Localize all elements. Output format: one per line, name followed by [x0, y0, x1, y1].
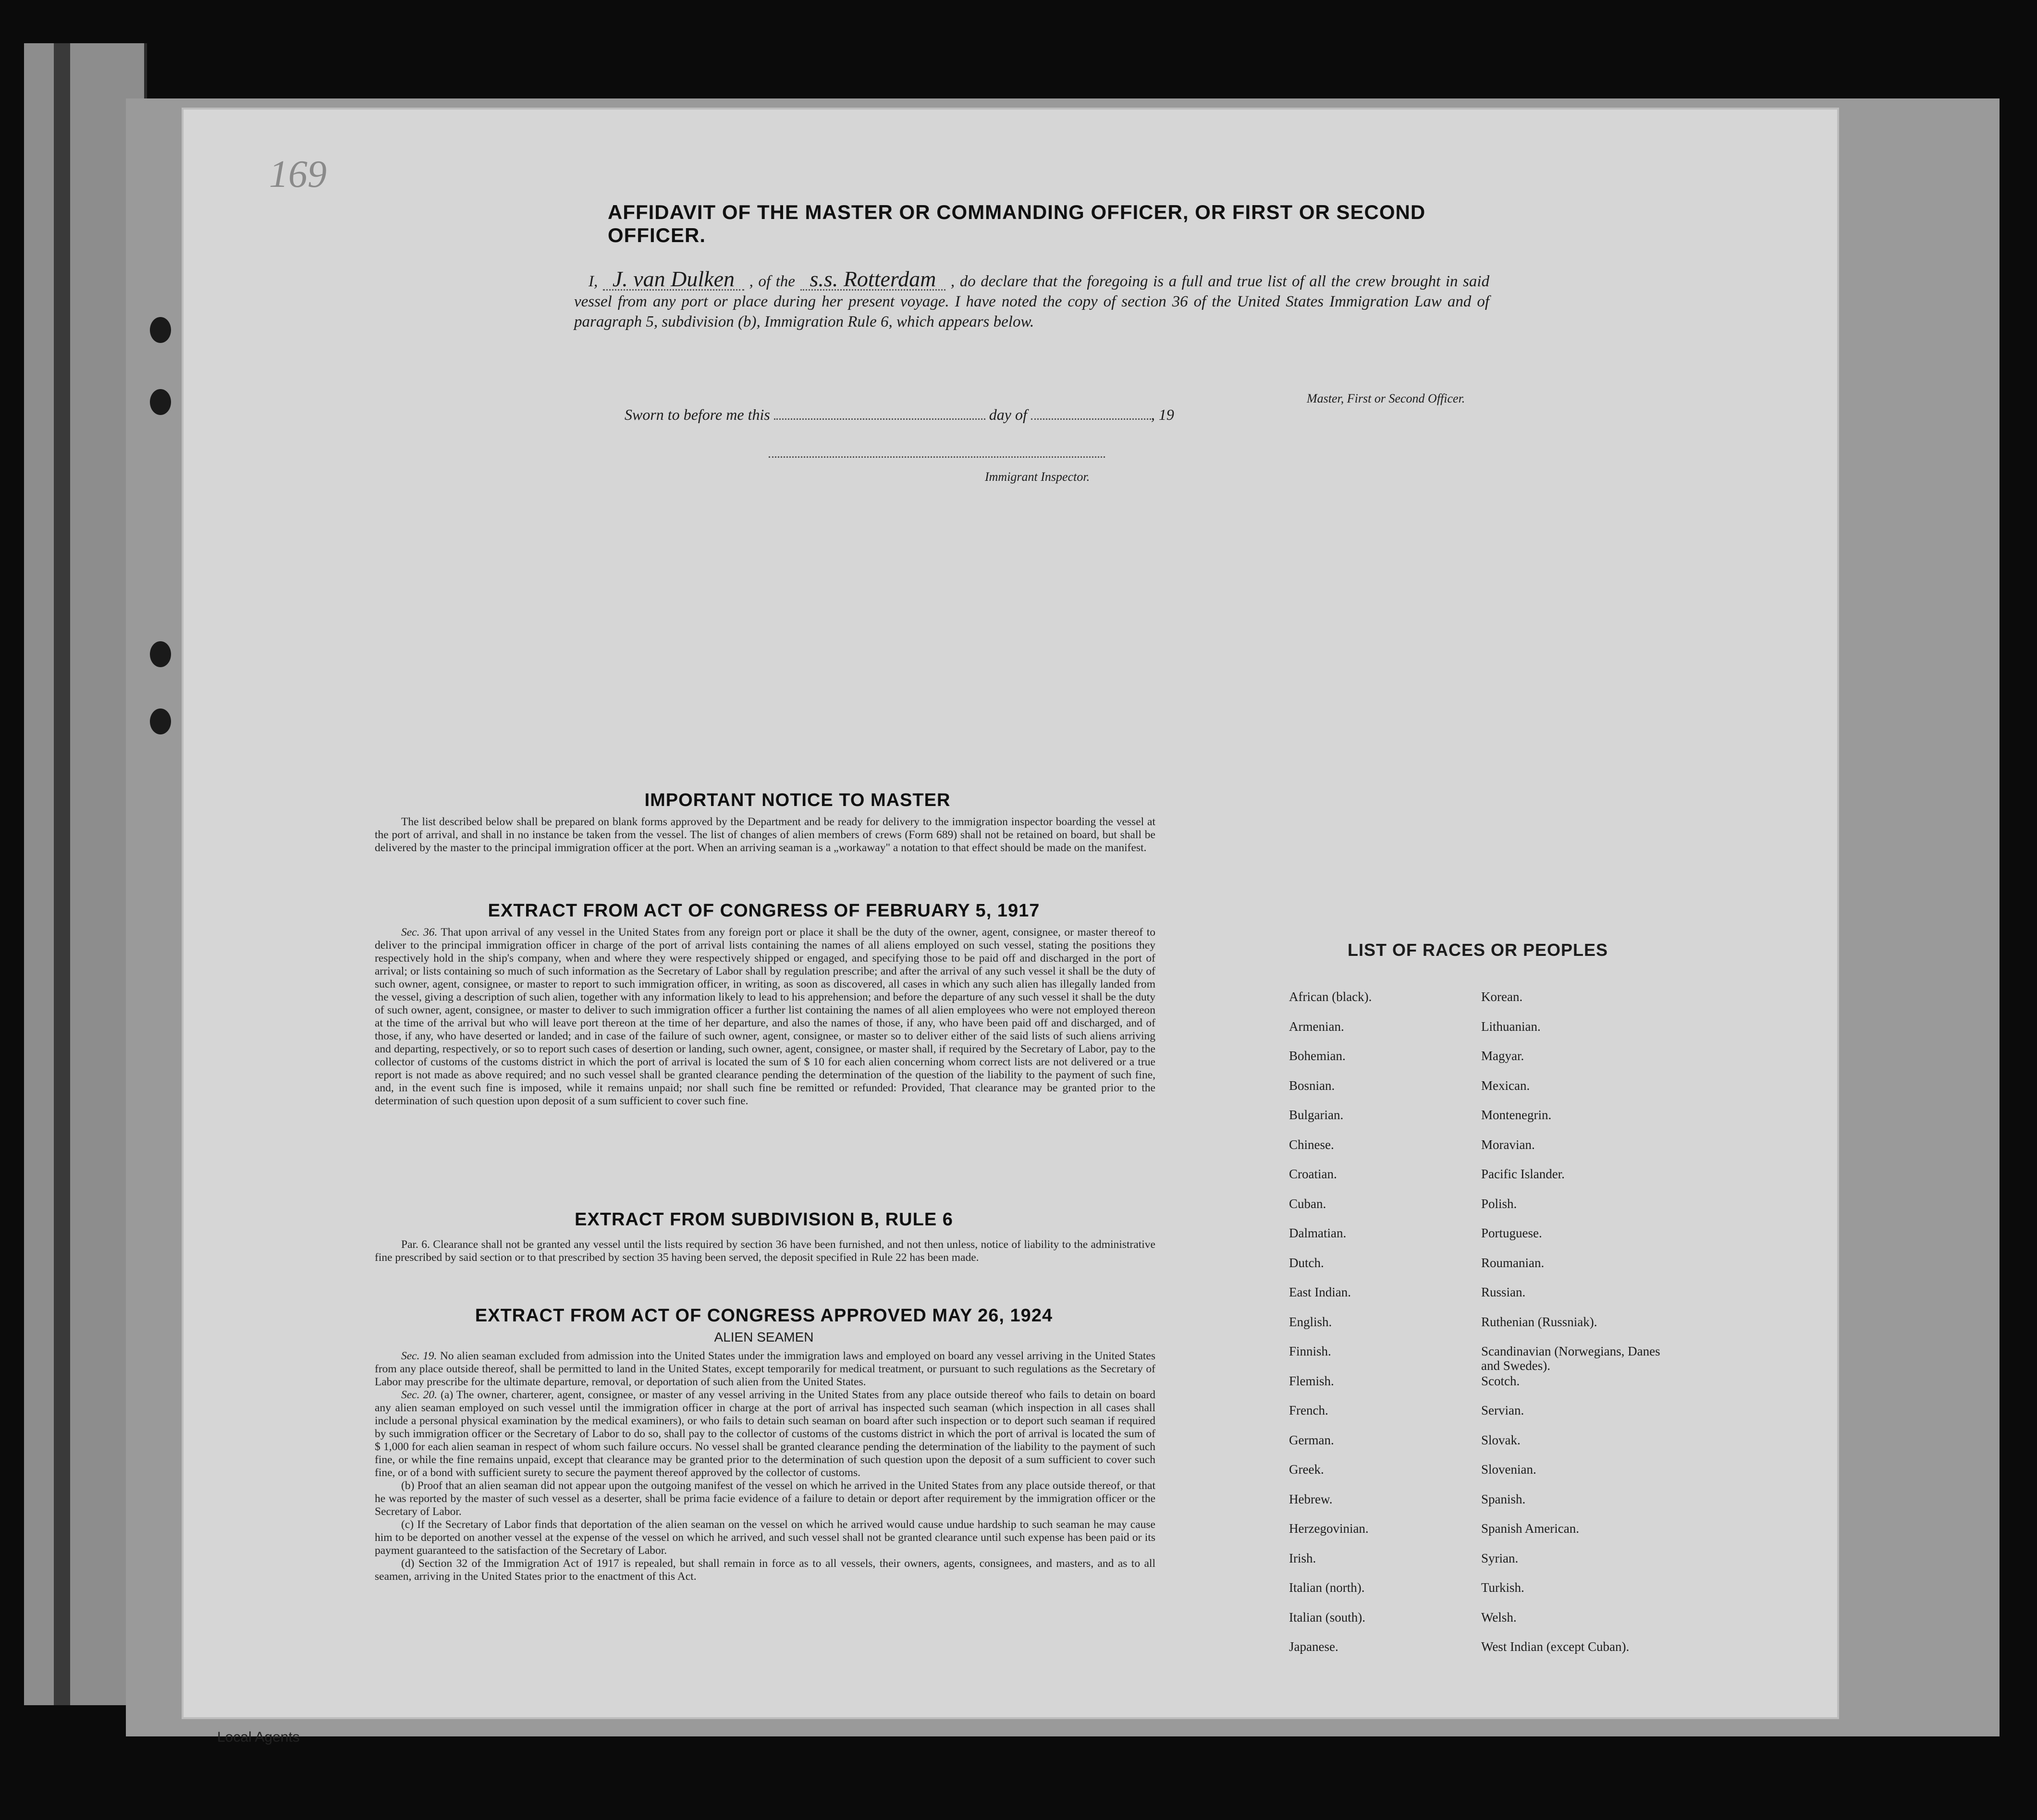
race-item: Spanish.: [1481, 1491, 1526, 1506]
inspector-label: Immigrant Inspector.: [985, 470, 1090, 484]
sec-20a-text: (a) The owner, charterer, agent, consignee, or master of any vessel arriving in the United States from any place outside thereof who fails to detain on board any alien seaman employed on such vessel until the immigration officer in charge at the port of arrival has inspected such seaman (which inspection in all cases shall include a personal physical examination by the medical examiners), or who fails to detain such seaman on board after such inspection or to deport such seaman if required by such immigration officer or the Secretary of Labor to do so, shall pay to the collector of customs of the customs district in which the port of arrival is located the sum of $ 1,000 for each alien seaman in respect of whom such failure occurs. No vessel shall be granted clearance pending the determination of the liability to the payment of such fine, or while the fine remains unpaid, except that clearance may be granted prior to the determination of such question upon the deposit of a sum sufficient to cover such fine, or of a bond with sufficient surety to secure the payment thereof approved by the collector of customs.: [375, 1389, 1155, 1479]
sec-19-text: No alien seaman excluded from admission into the United States under the immigration laws and employed on board any vessel arriving in the United States from any place outside thereof, shall be permitted to land in the United States, except temporarily for medical treatment, or pursuant to such regulations as the Secretary of Labor may prescribe for the ultimate departure, removal, or deportation of such alien from the United States.: [375, 1350, 1155, 1388]
binding-hole: [150, 641, 171, 667]
sec-20-label: Sec. 20.: [401, 1389, 437, 1401]
race-item: Chinese.: [1289, 1137, 1334, 1152]
binding-hole: [150, 317, 171, 343]
extract-1917-text: [375, 926, 1155, 1108]
race-item: Irish.: [1289, 1551, 1316, 1565]
race-item: Bohemian.: [1289, 1049, 1346, 1063]
sec-36-label: Sec. 36.: [401, 926, 438, 939]
of-the-label: , of the: [749, 273, 795, 290]
race-item: Montenegrin.: [1481, 1108, 1552, 1122]
date-blank: [774, 418, 985, 420]
sec-20b-text: (b) Proof that an alien seaman did not appear upon the outgoing manifest of the vessel on which he arrived in the United States from any place outside thereof, or that he was reported by the master of such vessel as a deserter, shall be prima facie evidence of a failure to detain or deport after requirement by the immigration officer or the Secretary of Labor.: [375, 1479, 1155, 1518]
race-item: Flemish.: [1289, 1373, 1334, 1388]
race-item: West Indian (except Cuban).: [1481, 1639, 1630, 1654]
race-item: Slovenian.: [1481, 1462, 1536, 1477]
race-item: Turkish.: [1481, 1580, 1524, 1595]
i-label: I,: [589, 273, 598, 290]
race-item: Slovak.: [1481, 1432, 1521, 1447]
race-item: Lithuanian.: [1481, 1019, 1541, 1034]
extract-rule6-text: [375, 1238, 1155, 1264]
sec-19-label: Sec. 19.: [401, 1350, 437, 1362]
local-agents-label: Local Agents: [217, 1729, 300, 1745]
race-item: Ruthenian (Russniak).: [1481, 1314, 1597, 1329]
notice-title: IMPORTANT NOTICE TO MASTER: [644, 790, 951, 810]
race-item: African (black).: [1289, 989, 1372, 1004]
month-blank: [1031, 418, 1151, 420]
race-item: Bosnian.: [1289, 1078, 1335, 1093]
notice-paragraph: The list described below shall be prepared on blank forms approved by the Department and be ready for delivery to the immigration inspector boarding the vessel at the port of arrival, and shall in no instance be taken from the vessel. The list of changes of alien members of crews (Form 689) shall not be retained on board, but shall be delivered by the master to the principal immigration officer at the port. When an arriving seaman is a „workaway" a notation to that effect should be made on the manifest.: [375, 816, 1155, 854]
race-item: German.: [1289, 1432, 1334, 1447]
alien-seamen-subtitle: ALIEN SEAMEN: [714, 1330, 814, 1344]
race-item: Welsh.: [1481, 1610, 1517, 1625]
sworn-line: [625, 406, 1249, 424]
race-item: Bulgarian.: [1289, 1108, 1344, 1122]
race-item: Roumanian.: [1481, 1255, 1545, 1270]
declare-label: , do declare: [950, 273, 1028, 290]
race-item: Dalmatian.: [1289, 1226, 1347, 1240]
race-item: Mexican.: [1481, 1078, 1530, 1093]
sec-20d-text: (d) Section 32 of the Immigration Act of 1917 is repealed, but shall remain in force as to all vessels, their owners, agents, consignees, and masters, and as to all seamen, arriving in the United States prior to the enactment of this Act.: [375, 1557, 1155, 1583]
officer-name: J. van Dulken: [603, 269, 744, 291]
race-item: Moravian.: [1481, 1137, 1535, 1152]
race-item: Dutch.: [1289, 1255, 1324, 1270]
affidavit-text: [574, 269, 1489, 332]
race-item: Hebrew.: [1289, 1491, 1333, 1506]
race-item: Japanese.: [1289, 1639, 1338, 1654]
race-item: Cuban.: [1289, 1196, 1326, 1211]
race-item: Pacific Islander.: [1481, 1167, 1565, 1181]
year-label: , 19: [1151, 406, 1174, 423]
race-item: Scandinavian (Norwegians, Danes and Swedes).: [1481, 1344, 1660, 1373]
races-left-column: [1289, 989, 1462, 1669]
inspector-signature-line: [769, 456, 1105, 458]
extract-rule6-title: EXTRACT FROM SUBDIVISION B, RULE 6: [575, 1209, 953, 1230]
vessel-name: s.s. Rotterdam: [800, 269, 946, 291]
sworn-label: Sworn to before me this: [625, 406, 770, 423]
rule6-paragraph: Par. 6. Clearance shall not be granted any vessel until the lists required by section 36 have been furnished, and not then unless, notice of liability to the administrative fine prescribed by said section or to that prescribed by section 35 having been served, the deposit specified in Rule 22 has been made.: [375, 1238, 1155, 1264]
races-title: LIST OF RACES OR PEOPLES: [1348, 940, 1608, 960]
extract-1924-text: [375, 1350, 1155, 1583]
race-item: Italian (north).: [1289, 1580, 1365, 1595]
race-item: Armenian.: [1289, 1019, 1344, 1034]
notice-text: [375, 816, 1155, 855]
races-right-column: [1481, 989, 1673, 1669]
race-item: English.: [1289, 1314, 1332, 1329]
race-item: Russian.: [1481, 1285, 1526, 1299]
race-item: French.: [1289, 1403, 1328, 1417]
race-item: Croatian.: [1289, 1167, 1337, 1181]
race-item: Polish.: [1481, 1196, 1517, 1211]
race-item: Korean.: [1481, 989, 1523, 1004]
race-item: Greek.: [1289, 1462, 1324, 1477]
sec-20c-text: (c) If the Secretary of Labor finds that deportation of the alien seaman on the vessel on which he arrived would cause undue hardship to such seaman he may cause him to be deported on another vessel at the expense of the vessel on which he arrived, and such vessel shall not be granted clearance until such expense has been paid or its payment guaranteed to the satisfaction of the Secretary of Labor.: [375, 1518, 1155, 1557]
binding-hole: [150, 708, 171, 734]
race-item: Magyar.: [1481, 1049, 1524, 1063]
race-item: Finnish.: [1289, 1344, 1331, 1358]
race-item: Spanish American.: [1481, 1521, 1579, 1536]
race-item: Servian.: [1481, 1403, 1524, 1417]
race-item: Scotch.: [1481, 1373, 1520, 1388]
extract-1924-title: EXTRACT FROM ACT OF CONGRESS APPROVED MAY 26, 1924: [475, 1306, 1053, 1326]
race-item: Herzegovinian.: [1289, 1521, 1369, 1536]
race-item: Italian (south).: [1289, 1610, 1365, 1625]
sec-36-text: That upon arrival of any vessel in the United States from any foreign port or place it shall be the duty of the owner, agent, consignee, or master thereof to deliver to the principal immigration officer in charge of the port of arrival lists containing the names of all aliens employed on such vessel, stating the positions they respectively hold in the ship's company, when and where they were respectively shipped or engaged, and specifying those to be paid off and discharged in the port of arrival; or lists containing so much of such information as the Secretary of Labor shall by regulation prescribe; and after the arrival of any such vessel it shall be the duty of such owner, agent, consignee, or master to report to such immigration officer, in writing, as soon as discovered, all cases in which any such alien has illegally landed from the vessel, giving a description of such alien, together with any information likely to lead to his apprehension; and before the departure of any such vessel it shall be the duty of such owner, agent, consignee, or master to deliver to such immigration officer a further list containing the names of all alien employees who were not employed thereon at the time of the arrival but who will leave port thereon at the time of her departure, and also the names of those, if any, who have been paid off and discharged, and of those, if any, who have deserted or landed; and in case of the failure of such owner, agent, consignee, or master so to deliver either of the said lists of such aliens arriving and departing, respectively, or so to report such cases of desertion or landing, such owner, agent, consignee, or master shall, if required by the Secretary of Labor, pay to the collector of customs of the customs district in which the port of arrival is located the sum of $ 10 for each alien concerning whom correct lists are not delivered or a true report is not made as above required; and no such vessel shall be granted clearance pending the determination of the question of the liability to the payment of such fine, and, in the event such fine is imposed, while it remains unpaid; nor shall such fine be remitted or refunded: Provided, That clearance may be granted prior to the determination of such question upon deposit of a sum sufficient to cover such fine.: [375, 926, 1155, 1107]
extract-1917-title: EXTRACT FROM ACT OF CONGRESS OF FEBRUARY 5, 1917: [488, 901, 1040, 921]
sheet-number: 169: [269, 153, 327, 195]
binding-hole: [150, 389, 171, 415]
master-signature-label: Master, First or Second Officer.: [1307, 391, 1465, 405]
race-item: Syrian.: [1481, 1551, 1519, 1565]
declaration-text: that the foregoing is a full and true list of all the crew brought in said vessel from any port or place during her present voyage. I have noted the copy of section 36 of the United States Immigration Law and of paragraph 5, subdivision (b), Immigration Rule 6, which appears below.: [574, 273, 1490, 330]
day-of-label: day of: [989, 406, 1027, 423]
affidavit-title: AFFIDAVIT OF THE MASTER OR COMMANDING OFFICER, OR FIRST OR SECOND OFFICER.: [608, 201, 1426, 246]
race-item: Portuguese.: [1481, 1226, 1542, 1240]
race-item: East Indian.: [1289, 1285, 1351, 1299]
